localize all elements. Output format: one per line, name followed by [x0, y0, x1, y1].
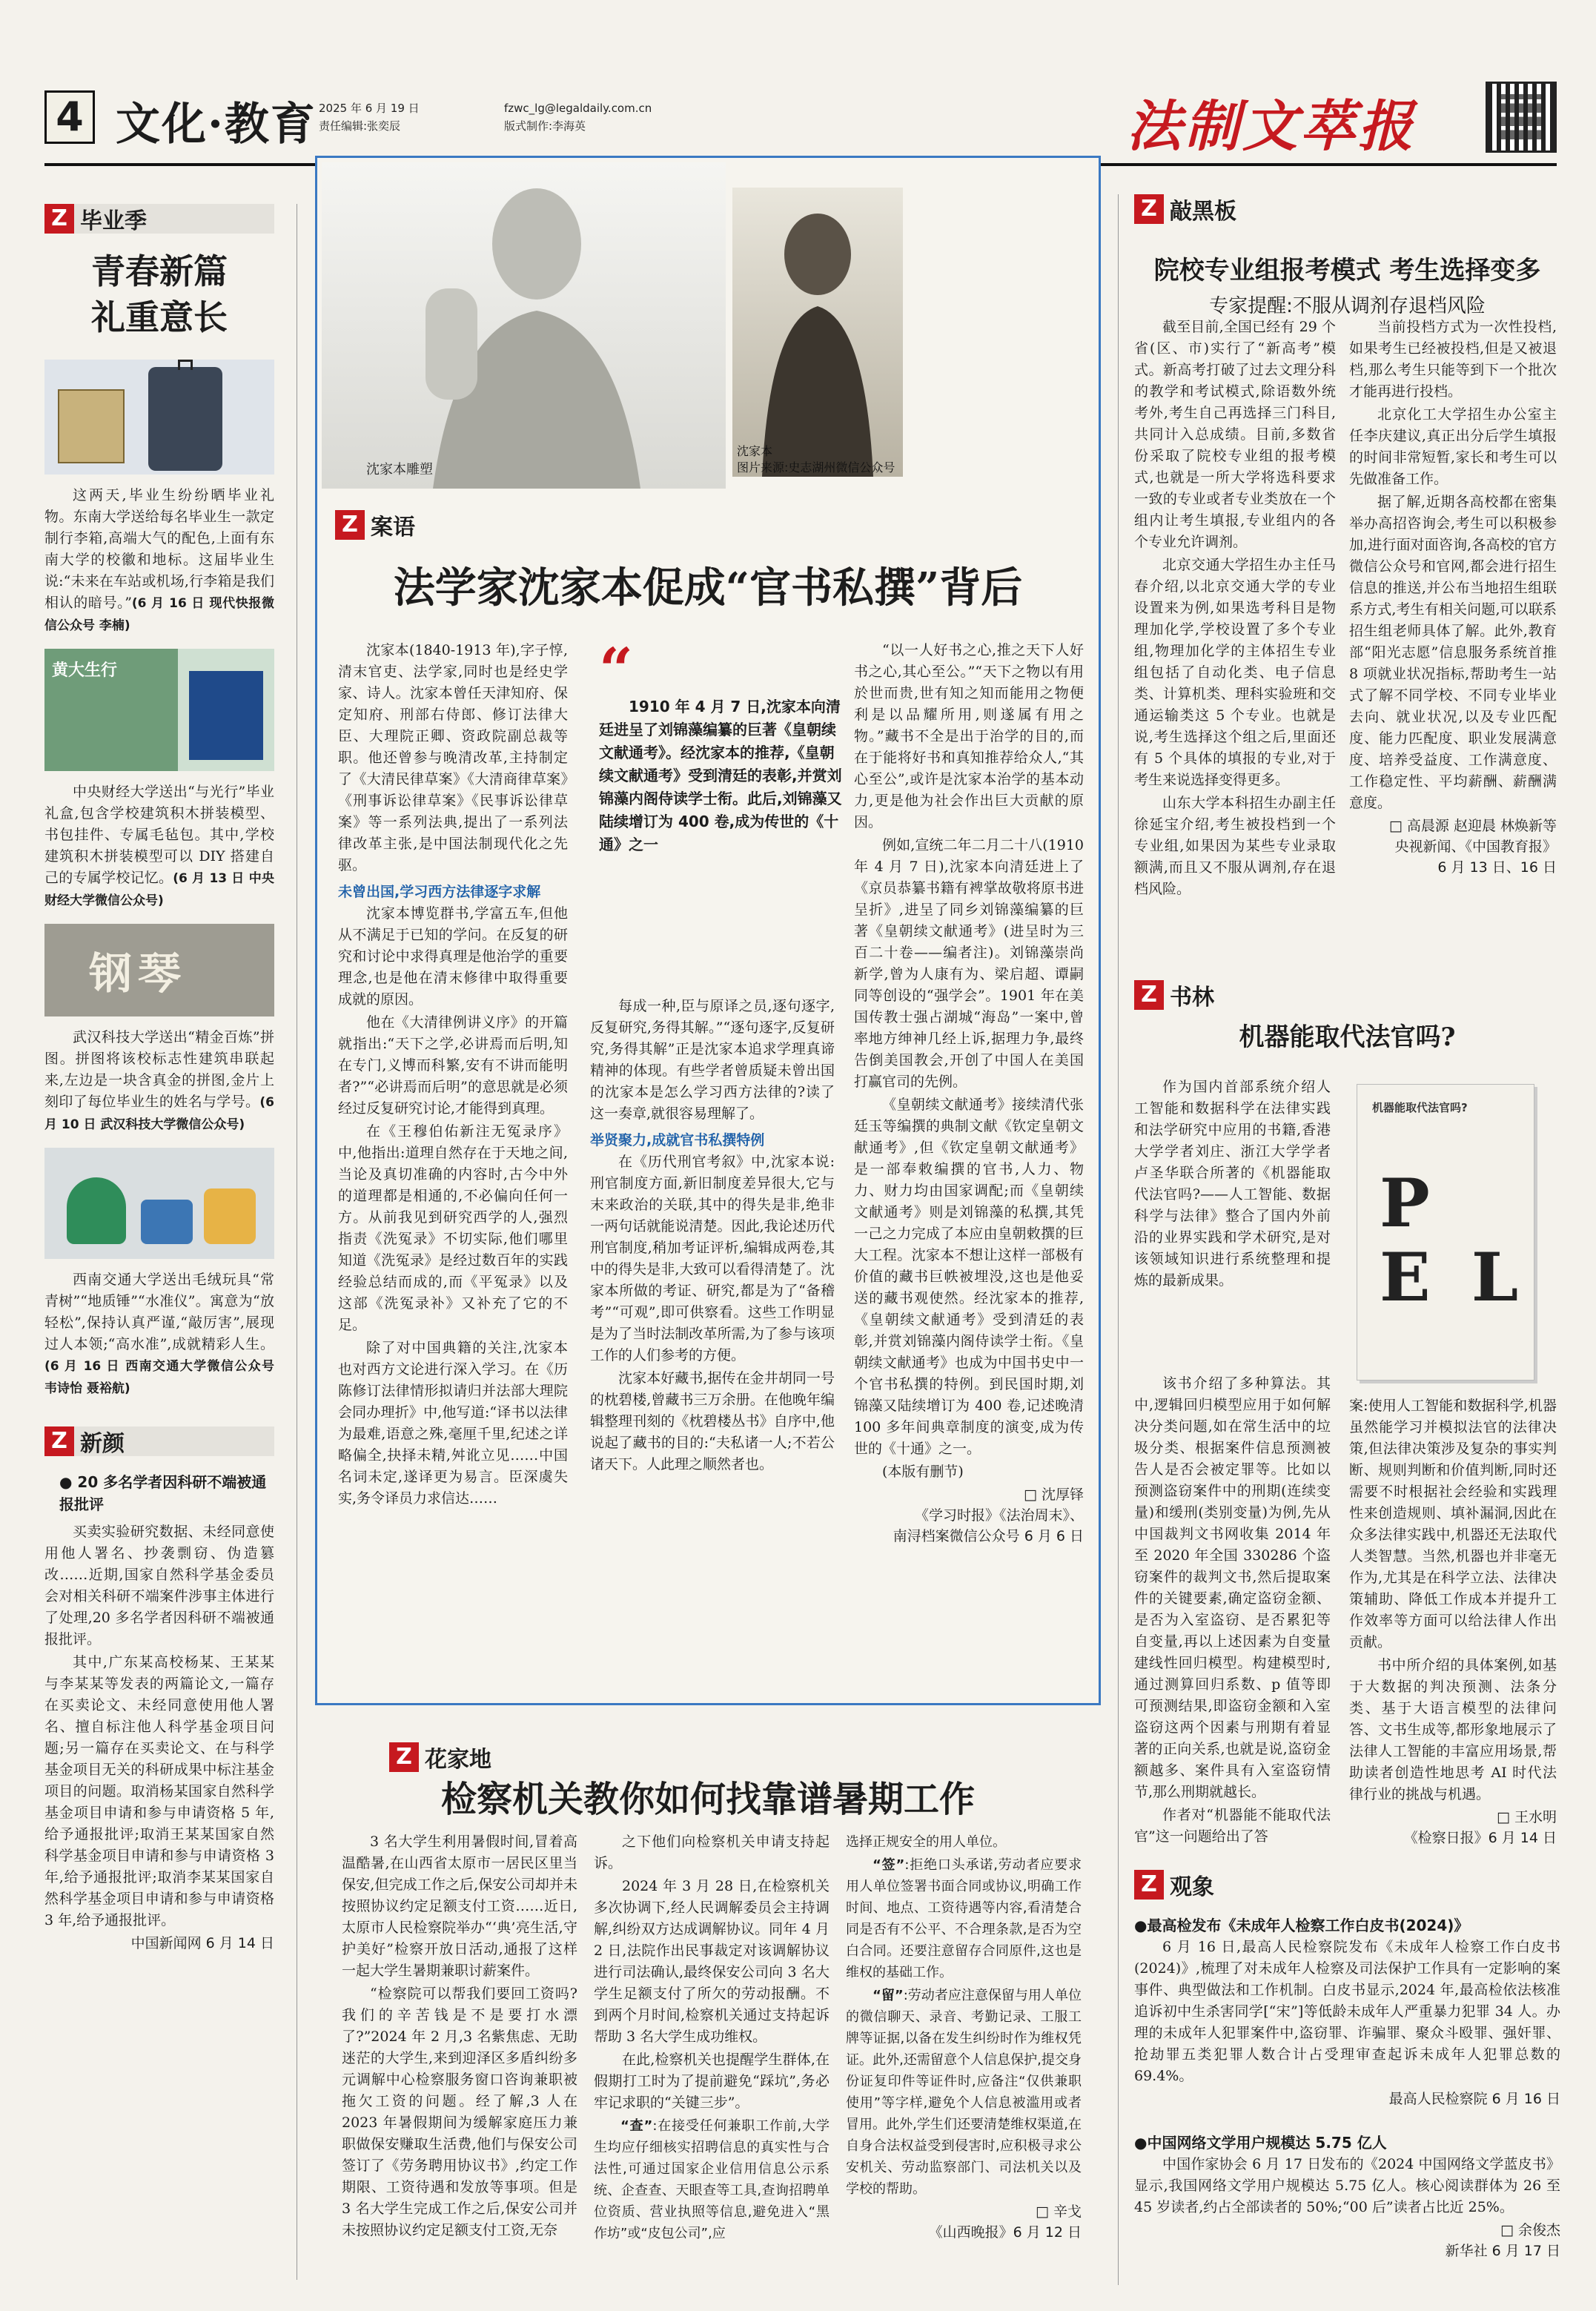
exam-col-b [1349, 317, 1557, 878]
book-intro [1134, 1077, 1331, 1293]
book-col-c [1134, 1373, 1331, 1849]
left-headline-line1: 青春新篇 [91, 251, 228, 291]
feature-paragraph: 沈家本(1840-1913 年),字子惇,清末官吏、法学家,同时也是经史学家、诗人。沈家本曾任天津知府、保定知府、刑部右侍郎、修订法律大臣、大理院正卿、资政院副总裁等职。他还曾参与晚清改革,主持制定了《大清民律草案》《大清商律草案》《刑事诉讼律草案》《民事诉讼律草案》等一系列法典,提出了一系列法律改革主张,是中国法制现代化之先驱。 [338, 642, 568, 873]
feature-paragraph: 例如,宣统二年二月二十八(1910 年 4 月 7 日),沈家本向清廷进上了《京员恭纂书籍有裨掌故敬将原书进呈折》,进呈了同乡刘锦藻编纂的巨著《皇朝续文献通考》(进呈时为三百二十卷——编者注)。刘锦藻崇尚新学,曾为人康有为、梁启超、谭嗣同等创设的“强学会”。1901 年在美国传教士强占湖城“海岛”一案中,曾率地方绅神几经上诉,据理力争,最终告倒美国教会,开创了中国人在美国打赢官司的先例。 [854, 837, 1084, 1090]
news-1-title[interactable]: ●最高检发布《未成年人检察工作白皮书(2024)》 [1134, 1917, 1469, 1934]
caption-4 [44, 1269, 274, 1400]
issue-date: 2025 年 6 月 19 日 [319, 102, 420, 115]
feature-paragraph: 他在《大清律例讲义序》的开篇就指出:“天下之学,必讲焉而后明,知在专门,义博而科繁,安有不讲而能明者?”“必讲焉而后明”的意思就是必须经过反复研究讨论,才能得到真理。 [338, 1014, 568, 1117]
editor-credit: 责任编辑:张奕辰 [319, 119, 401, 133]
feature-subhead-2: 举贤聚力,成就官书私撰特例 [590, 1132, 765, 1148]
portrait-caption [737, 443, 895, 476]
feature-col2 [590, 996, 835, 1477]
exam-date: 6 月 13 日、16 日 [1437, 859, 1557, 876]
feature-paragraph: 除了对中国典籍的关注,沈家本也对西方文论进行深入学习。在《历陈修订法律情形拟请归并法部大理院会同办理折》中,他写道:“译书以法律为最难,语意之殊,毫厘千里,纪述之详略偏全,抉择未精,舛讹立见……中国名词未定,遂译更为易言。臣深虞失实,务令译员力求信达…… [338, 1340, 568, 1507]
bottom-col2 [594, 1831, 830, 2246]
tag-new-face [44, 1426, 274, 1456]
feature-paragraph: 沈家本博览群书,学富五车,但他从不满足于已知的学问。在反复的研究和讨论中求得真理是他治学的重要理念,也是他在清末修律中取得重要成就的原因。 [338, 905, 568, 1008]
exam-paragraph: 据了解,近期各高校都在密集举办高招咨询会,考生可以积极参加,进行面对面咨询,各高校的官方微信公众号和官网,都会进行招生信息的推送,并公布当地招生组联系方式,考生有相关问题,可以联系招生组老师具体了解。此外,教育部“阳光志愿”信息服务系统首推 8 项就业状况指标,帮助考生一站式了解不同学校、不同专业毕业去向、就业状况,以及专业匹配度、能力匹配度、职业发展满意度、培养受益度、工作满意度、工作稳定性、平均薪酬、薪酬满意度。 [1349, 494, 1557, 811]
feature-article [315, 156, 1101, 1705]
news-2-paragraph: 中国作家协会 6 月 17 日发布的《2024 中国网络文学蓝皮书》显示,我国网络文学用户规模达 5.75 亿人。核心阅读群体为 26 至 45 岁读者,约占全部读者的 50%;“00 后”读者占比近 25%。 [1134, 2156, 1560, 2215]
left-headline [44, 248, 274, 340]
feature-source-2: 南浔档案微信公众号 6 月 6 日 [893, 1528, 1084, 1544]
z-icon: Z [1134, 980, 1164, 1010]
news-headline[interactable]: ● 20 多名学者因科研不端被通报批评 [59, 1473, 267, 1513]
z-icon: Z [44, 1426, 74, 1456]
pull-quote [599, 635, 844, 856]
book-col-d [1349, 1395, 1557, 1848]
news-2-title[interactable]: ●中国网络文学用户规模达 5.75 亿人 [1134, 2134, 1387, 2152]
feature-source-1: 《学习时报》《法治周末》、 [914, 1507, 1084, 1524]
book-paragraph: 作为国内首部系统介绍人工智能和数据科学在法律实践和法学研究中应用的书籍,香港大学学者刘庄、浙江大学学者卢圣华联合所著的《机器能取代法官吗?——人工智能、数据科学与法律》整合了国内外前沿的业界实践和学术研究,是对该领域知识进行系统整理和提炼的最新成果。 [1134, 1079, 1331, 1289]
photo-badge-text: 黄大生行 [52, 661, 118, 680]
portrait-caption-credit: 图片来源:史志湖州微信公众号 [737, 460, 895, 475]
quote-mark-icon: “ [599, 635, 634, 704]
tip-keep-text: :劳动者应注意保留与用人单位的微信聊天、录音、考勤记录、工服工牌等证据,以备在发生纠纷时作为维权凭证。此外,还需留意个人信息保护,提交身份证复印件等证件时,应备注“仅供兼职使用”等字样,避免个人信息被滥用或者冒用。此外,学生们还要清楚维权渠道,在自身合法权益受到侵害时,应积极寻求公安机关、劳动监察部门、司法机关以及学校的帮助。 [846, 1988, 1082, 2197]
exam-paragraph: 北京化工大学招生办公室主任李庆建议,真正出分后学生填报的时间非常短暂,家长和考生可以先做准备工作。 [1349, 406, 1557, 487]
gift-box [58, 389, 125, 463]
tote-bag [189, 671, 263, 760]
z-icon: Z [389, 1742, 419, 1772]
bottom-author: □ 辛戈 [1036, 2203, 1082, 2220]
photo-statue [322, 162, 726, 489]
qr-code[interactable] [1486, 82, 1557, 153]
bottom-paragraph: 3 名大学生利用暑假时间,冒着高温酷暑,在山西省太原市一居民区里当保安,但完成工作之后,保安公司却并未按照协议约定足额支付工资……近日,太原市人民检察院举办“‘典’亮生活,守护美好”检察开放日活动,通报了这样一起大学生暑期兼职讨薪案件。 [342, 1834, 577, 1979]
feature-paragraph: 每成一种,臣与原译之员,逐句逐字,反复研究,务得其解。”“逐句逐字,反复研究,务得其解”正是沈家本追求学理真谛精神的体现。有些学者曾质疑未曾出国的沈家本是怎么学习西方法律的?读了这一奏章,就很容易理解了。 [590, 998, 835, 1122]
tag-label: 花家地 [425, 1747, 491, 1773]
right-column [1134, 194, 1560, 2259]
feature-paragraph: (本版有删节) [882, 1464, 964, 1480]
caption-4-source: (6 月 16 日 西南交通大学微信公众号 韦诗怡 聂裕航) [44, 1359, 274, 1396]
issue-meta [319, 99, 420, 135]
bottom-source: 《山西晚报》6 月 12 日 [928, 2224, 1082, 2241]
book-paragraph: 作者对“机器能不能取代法官”这一问题给出了答 [1134, 1807, 1331, 1845]
tag-blackboard [1134, 194, 1560, 224]
layout-credit: 版式制作:李海英 [504, 119, 586, 133]
tip-sign-label: “签” [872, 1857, 905, 1873]
tag-label: 新颜 [80, 1431, 125, 1457]
section-title: 文化·教育 [116, 99, 317, 151]
book-cover [1357, 1084, 1534, 1381]
exam-source: 央视新闻、《中国教育报》 [1394, 839, 1557, 855]
bottom-headline: 检察机关教你如何找靠谱暑期工作 [440, 1779, 975, 1820]
exam-paragraph: 北京交通大学招生办主任马春介绍,以北京交通大学的专业设置来为例,如果选考科目是物理加化学,学校设置了多个专业组,物理加化学的主体招生专业组包括了自动化类、电子信息类、计算机类、理科实验班和交通运输类这 5 个专业。也就是说,考生选择这个组之后,里面还有 5 个具体的填报的专业,对于考生来说选择变得更多。 [1134, 557, 1336, 788]
feature-headline: 法学家沈家本促成“官书私撰”背后 [393, 563, 1023, 612]
observation-news [1134, 1914, 1560, 2261]
book-cover-letters: P E L [1380, 1164, 1528, 1317]
tag-graduation [44, 204, 274, 234]
left-column [44, 204, 274, 1954]
news-1-body [1134, 1937, 1560, 2087]
portrait-caption-name: 沈家本 [737, 444, 773, 458]
book-source: 《检察日报》6 月 14 日 [1403, 1830, 1557, 1846]
feature-col1 [338, 640, 568, 1511]
tip-check-label: “查” [620, 2118, 653, 2134]
tag-books [1134, 980, 1560, 1010]
feature-subhead-1: 未曾出国,学习西方法律逐字求解 [338, 884, 541, 900]
caption-4-text: 西南交通大学送出毛绒玩具“常青树”“地质锤”“水准仪”。寓意为“放轻松”,保持认真严谨,“敲厉害”,展现过人本领;“高水准”,成就精彩人生。 [44, 1272, 274, 1352]
exam-paragraph: 当前投档方式为一次性投档,如果考生已经被投档,但是又被退档,那么考生只能等到下一个批次才能再进行投档。 [1349, 319, 1557, 400]
right-headline-1: 院校专业组报考模式 考生选择变多 [1153, 256, 1541, 285]
book-review-headline: 机器能取代法官吗? [1239, 1022, 1456, 1052]
feature-paragraph: 在《历代刑官考叙》中,沈家本说:刑官制度方面,新旧制度差异很大,它与末来政治的关联,其中的得失是非,绝非一两句话就能说清楚。因此,我论述历代刑官制度,稍加考证评析,编辑成两卷,其中的得失是非,大致可以看得清楚了。沈家本所做的考证、研究,都是为了“备稽考”“可观”,即可供察看。这些工作明显是为了当时法制改革所需,为了参与该项工作的人们参考的方便。 [590, 1154, 835, 1363]
photo-suitcase [44, 360, 274, 475]
feature-paragraph: 沈家本好藏书,据传在金井胡同一号的枕碧楼,曾藏书三万余册。在他晚年编辑整理刊刻的《枕碧楼丛书》自序中,他说起了藏书的目的:“夫私诸一人;不若公诸天下。人此理之顺然者也。 [590, 1370, 835, 1472]
bottom-paragraph: 2024 年 3 月 28 日,在检察机关多次协调下,经人民调解委员会主持调解,纠纷双方达成调解协议。同年 4 月 2 日,法院作出民事裁定对该调解协议进行司法确认,最终保安公司向 3 名大学生足额支付了所欠的劳动报酬。不到两个月时间,检察机关通过支持起诉帮助 3 名大学生成功维权。 [594, 1878, 830, 2045]
book-paragraph: 该书介绍了多种算法。其中,逻辑回归模型应用于如何解决分类问题,如在常生活中的垃圾分类、根据案件信息预测被告人是否会被定罪等。比如以预测盗窃案件中的刑期(连续变量)和缓刑(类别变量)为例,先从中国裁判文书网收集 2014 年至 2020 年全国 330286 个盗窃案件的裁判文书,然后提取案件的关键要素,确定盗窃金额、是否为入室盗窃、是否累犯等自变量,再以上述因素为自变量建线性回归模型。构建模型时,通过测算回归系数、p 值等即可预测结果,即盗窃金额和入室盗窃这两个因素与刑期有着显著的正向关系,也就是说,盗窃金额越多、案件具有入室盗窃情节,那么刑期就越长。 [1134, 1375, 1331, 1800]
news-2-body [1134, 2154, 1560, 2218]
news-source: 中国新闻网 6 月 14 日 [130, 1935, 274, 1951]
exam-col-a [1134, 317, 1336, 902]
suitcase-handle [178, 360, 193, 370]
photo-puzzle [44, 924, 274, 1016]
book-cover-title: 机器能取代法官吗? [1372, 1101, 1468, 1114]
tip-sign-text: :拒绝口头承诺,劳动者应要求用人单位签署书面合同或协议,明确工作时间、地点、工资待遇等内容,看清楚合同是否有不公平、不合理条款,是否为空白合同。还要注意留存合同原件,这也是维权的基础工作。 [846, 1857, 1082, 1980]
caption-2 [44, 781, 274, 912]
tag-label: 观象 [1170, 1874, 1214, 1900]
tag-label: 毕业季 [80, 208, 147, 234]
book-paragraph: 书中所介绍的具体案例,如基于大数据的判决预测、法条分类、基于大语言模型的法律问答、文书生成等,都形象地展示了法律人工智能的丰富应用场景,帮助读者创造性地思考 AI 时代法律行业的挑战与机遇。 [1349, 1657, 1557, 1802]
exam-paragraph: 截至目前,全国已经有 29 个省(区、市)实行了“新高考”模式。新高考打破了过去文理分科的教学和考试模式,除语数外统考外,考生自己再选择三门科目,共同计入总成绩。目前,多数省份采取了院校专业组的报考模式,也就是一所大学将选科要求一致的专业或者专业类放在一个组内让考生填报,专业组内的各个专业允许调剂。 [1134, 319, 1336, 550]
news-paragraph: 其中,广东某高校杨某、王某某与李某某等发表的两篇论文,一篇存在买卖论文、未经同意使用他人署名、擅自标注他人科学基金项目问题;另一篇存在买卖论文、在与科学基金项目无关的科研成果中标注基金项目的问题。取消杨某国家自然科学基金项目申请和参与申请资格 5 年,给予通报批评;取消王某某国家自然科学基金项目申请和参与申请资格 3 年,给予通报批评;取消李某某国家自然科学基金项目申请和参与申请资格 3 年,给予通报批评。 [44, 1654, 274, 1928]
bottom-paragraph: 在此,检察机关也提醒学生群体,在假期打工时为了提前避免“踩坑”,务必牢记求职的“关键三步”。 [594, 2052, 830, 2111]
right-subheadline-1: 专家提醒:不服从调剂存退档风险 [1209, 295, 1486, 317]
tip-keep-label: “留” [872, 1988, 904, 2003]
plush-level [204, 1188, 256, 1244]
feature-paragraph: “以一人好书之心,推之天下人好书之心,其心至公。”“天下之物以有用於世而贵,世有知之知而能用之物便利是以品耀所用,则遂属有用之物。”藏书不全是出于治学的目的,而在于能将好书和真知推荐给众人,“其心至公”,或许是沈家本治学的基本动力,更是他为社会作出巨大贡献的原因。 [854, 642, 1084, 830]
caption-1-source: (6 月 16 日 现代快报微信公众号 李楠) [44, 596, 274, 633]
book-author: □ 王水明 [1497, 1809, 1557, 1825]
exam-author: □ 高晨源 赵迎晨 林焕新等 [1388, 818, 1557, 834]
bottom-paragraph: 之下他们向检察机关申请支持起诉。 [594, 1834, 830, 1871]
caption-2-source: (6 月 13 日 中央财经大学微信公众号) [44, 871, 274, 908]
feature-author: □ 沈厚铎 [1024, 1487, 1084, 1503]
feature-col3 [854, 640, 1084, 1547]
tag-label: 案语 [371, 515, 415, 540]
feature-paragraph: 《皇朝续文献通考》接续清代张廷玉等编撰的典制文献《钦定皇朝文献通考》,但《钦定皇朝文献通考》是一部奉敕编撰的官书,人力、物力、财力均由国家调配;而《皇朝续文献通考》则是刘锦藻的私撰,其凭一己之力完成了本应由皇朝敕撰的巨大工程。沈家本不想让这样一部极有价值的藏书巨帙被埋没,这也是他妥送的藏书观使然。经沈家本的推荐,《皇朝续文献通考》受到清廷的表彰,并赏刘锦藻内阁侍读学士衔。《皇朝续文献通考》也成为中国书史中一个官书私撰的特例。到民国时期,刘锦藻又陆续增订为 400 卷,记述晚清 100 多年间典章制度的演变,成为传世的《十通》之一。 [854, 1097, 1084, 1457]
news-paragraph: 买卖实验研究数据、未经同意使用他人署名、抄袭剽窃、伪造篡改……近期,国家自然科学基金委员会对相关科研不端案件涉事主体进行了处理,20 多名学者因科研不端被通报批评。 [44, 1524, 274, 1647]
suitcase-shape [148, 367, 222, 471]
caption-1-text: 这两天,毕业生纷纷晒毕业礼物。东南大学送给每名毕业生一款定制行李箱,高端大气的配色,上面有东南大学的校徽和地标。这届毕业生说:“未来在车站或机场,行李箱是我们相认的暗号。” [44, 487, 274, 611]
masthead [44, 74, 1557, 163]
bottom-col3 [846, 1831, 1082, 2243]
puzzle-sign: 钢琴 [89, 948, 188, 999]
bottom-paragraph: 选择正规安全的用人单位。 [846, 1834, 1006, 1850]
caption-3 [44, 1027, 274, 1136]
statue-caption: 沈家本雕塑 [366, 462, 433, 477]
statue-illustration [322, 162, 726, 489]
news-2-source: 新华社 6 月 17 日 [1445, 2243, 1560, 2259]
left-headline-line2: 礼重意长 [91, 297, 228, 337]
feature-paragraph: 在《王穆伯佑新注无冤录序》中,他指出:道理自然存在于天地之间,当论及真切准确的内容时,古今中外的道理都是相通的,不必偏向任何一方。从前我见到研究西学的人,强烈指责《洗冤录》不切实际,他们哪里知道《洗冤录》是经过数百年的实践经验总结而成的,而《平冤录》以及这部《洗冤录补》又补充了它的不足。 [338, 1123, 568, 1333]
bottom-col1 [342, 1831, 577, 2243]
z-icon: Z [1134, 1870, 1164, 1900]
plush-tree [67, 1177, 126, 1244]
pull-quote-text: 1910 年 4 月 7 日,沈家本向清廷进呈了刘锦藻编纂的巨著《皇朝续文献通考》。经沈家本的推荐,《皇朝续文献通考》受到清廷的表彰,并赏刘锦藻内阁侍读学士衔。此后,刘锦藻又陆续增订为 400 卷,成为传世的《十通》之一 [599, 698, 842, 853]
portrait-illustration [732, 188, 903, 477]
z-icon: Z [1134, 194, 1164, 224]
contact-meta [504, 99, 652, 135]
z-icon: Z [44, 204, 74, 234]
tip-check-text: :在接受任何兼职工作前,大学生均应仔细核实招聘信息的真实性与合法性,可通过国家企业信用信息公示系统、企查查、天眼查等工具,查询招聘单位资质、营业执照等信息,避免进入“黑作坊”或“皮包公司”,应 [594, 2118, 830, 2241]
photo-plush-toys [44, 1148, 274, 1259]
plush-hammer [141, 1200, 193, 1244]
bottom-article [315, 1705, 1101, 2241]
photo-blocks [44, 649, 274, 771]
exam-paragraph: 山东大学本科招生办副主任徐延宝介绍,考生被投档到一个专业组,如果因为某些专业录取额满,而且又不服从调剂,存在退档风险。 [1134, 795, 1336, 897]
caption-2-text: 中央财经大学送出“与光行”毕业礼盒,包含学校建筑积木拼装模型、书包挂件、专属毛毡包。其中,学校建筑积木拼装模型可以 DIY 搭建自己的专属学校记忆。 [44, 784, 274, 886]
news-1-source: 最高人民检察院 6 月 16 日 [1388, 2091, 1560, 2107]
news-1-paragraph: 6 月 16 日,最高人民检察院发布《未成年人检察工作白皮书(2024)》,梳理了对未成年人检察及司法保护工作具有一定影响的案事件、典型做法和工作机制。白皮书显示,2024 年,最高检依法核准追诉初中生杀害同学[“宋”]等低龄未成年人严重暴力犯罪 34 人。办理的未成年人犯罪案件中,盗窃罪、诈骗罪、聚众斗殴罪、强奸罪、抢劫罪五类犯罪人数合计占受理审查起诉未成年人犯罪总数的 69.4%。 [1134, 1939, 1560, 2084]
tag-label: 敲黑板 [1170, 199, 1236, 225]
caption-3-text: 武汉科技大学送出“精金百炼”拼图。拼图将该校标志性建筑串联起来,左边是一块含真金的拼图,金片上刻印了每位毕业生的姓名与学号。 [44, 1029, 274, 1110]
page-number: 4 [44, 90, 95, 144]
z-icon: Z [335, 510, 365, 540]
tag-case [335, 510, 415, 540]
news-2-author: □ 余俊杰 [1500, 2222, 1560, 2238]
column-divider [1118, 194, 1119, 2285]
caption-3-source: (6 月 10 日 武汉科技大学微信公众号) [44, 1095, 274, 1132]
tag-observation [1134, 1870, 1560, 1900]
bottom-paragraph: “检察院可以帮我们要回工资吗?我们的辛苦钱是不是要打水漂了?”2024 年 2 月,3 名紫焦虑、无助迷茫的大学生,来到迎泽区多盾纠纷多元调解中心检察服务窗口咨询兼职被拖欠工资的问题。经了解,3 人在 2023 年暑假期间为缓解家庭压力兼职做保安赚取生活费,他们与保安公司签订了《劳务聘用协议书》,约定工作期限、工资待遇和发放等事项。但是 3 名大学生完成工作之后,保安公司并未按照协议约定足额支付工资,无奈 [342, 1986, 577, 2238]
caption-1 [44, 485, 274, 637]
book-paragraph: 案:使用人工智能和数据科学,机器虽然能学习并模拟法官的法律决策,但法律决策涉及复杂的事实判断、规则判断和价值判断,同时还需要不时根据社会经验和实践理性来创造规则、填补漏洞,因此在众多法律实践中,机器还无法取代人类智慧。当然,机器也并非毫无作为,尤其是在科学立法、法律决策辅助、降低工作成本并提升工作效率等方面可以给法律人作出贡献。 [1349, 1398, 1557, 1650]
photo-portrait [732, 188, 903, 477]
tag-label: 书林 [1170, 985, 1214, 1011]
newspaper-logo: 法制文萃报 [1127, 95, 1416, 159]
news-body [44, 1521, 274, 1931]
editor-email[interactable]: fzwc_lg@legaldaily.com.cn [504, 102, 652, 115]
tag-huajiadi [389, 1742, 1101, 1772]
